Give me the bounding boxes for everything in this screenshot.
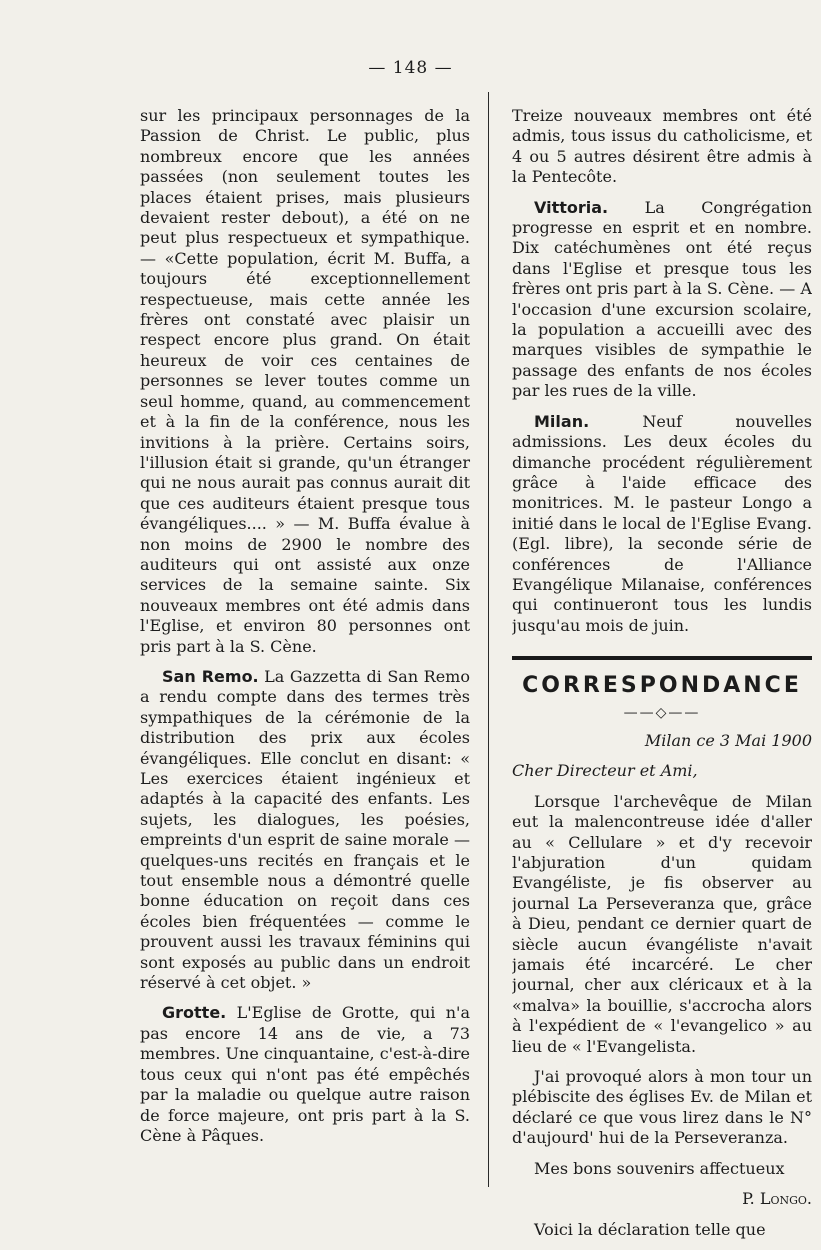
page-number: — 148 — — [368, 58, 453, 78]
san-remo-heading: San Remo. — [162, 666, 259, 686]
correspondance-heading: CORRESPONDANCE — [522, 673, 802, 699]
milan-text: Neuf nouvelles admissions. Les deux écoles du dimanche procédent régulièrement grâce à l'aide efficace des monitrices. M. le pasteur Longo a initié dans le local de l'Eglise Evang. (Egl. libre), la seconde série de conférences de l'Alliance Evangélique Milanaise, conférences qui continueront tous les lundis jusqu'au mois de juin. — [512, 411, 812, 635]
ornament-divider: ——◇—— — [623, 704, 701, 721]
passion-report-paragraph: sur les principaux personnages de la Passion de Christ. Le public, plus nombreux encore que les années passées (non seulement toutes les places étaient prises, mais plusieurs devaient rester debout), a été on ne peut plus respectueux et sympathique. — «Cette population, écrit M. Buffa, a toujours été exceptionnellement respectueuse, mais cette année les frères ont constaté avec plaisir un respect encore plus grand. On était heureux de voir ces centaines de personnes se lever toutes comme un seul homme, quand, au commencement et à la fin de la conférence, nous les invitions à la prière. Certains soirs, l'illusion était si grande, qu'un étranger qui ne nous aurait pas connus aurait dit que ces auditeurs étaient presque tous évangéliques.... » — M. Buffa évalue à non moins de 2900 le nombre des auditeurs qui ont assisté aux onze services de la semaine sainte. Six nouveaux membres ont été admis dans l'Eglise, et environ 80 personnes ont pris part à la S. Cène. — [140, 106, 470, 656]
left-column — [140, 106, 470, 1156]
letter-paragraph-1: Lorsque l'archevêque de Milan eut la malencontreuse idée d'aller au « Cellulare » et d'y recevoir l'abjuration d'un quidam Evangéliste, je fis observer au journal La Perseveranza que, grâce à Dieu, pendant ce dernier quart de siècle aucun évangéliste n'avait jamais été incarcéré. Le cher journal, cher aux cléricaux et à la «malva» la bouillie, s'accrocha alors à l'expédient de « l'evangelico » au lieu de « l'Evangelista. — [512, 791, 812, 1056]
letter-dateline: Milan ce 3 Mai 1900 — [644, 730, 812, 750]
letter-paragraph-2: J'ai provoqué alors à mon tour un plébiscite des églises Ev. de Milan et déclaré ce que vous lirez dans le N° d'aujourd' hui de la Perseveranza. — [512, 1067, 812, 1148]
section-rule — [512, 656, 812, 660]
column-divider — [488, 92, 489, 1187]
new-members-paragraph: Treize nouveaux membres ont été admis, tous issus du catholicisme, et 4 ou 5 autres désirent être admis à la Pentecôte. — [512, 106, 812, 187]
letter-closing: Mes bons souvenirs affectueux — [534, 1158, 785, 1178]
san-remo-paragraph — [140, 667, 470, 994]
milan-paragraph — [512, 412, 812, 636]
letter-salutation: Cher Directeur et Ami, — [512, 761, 698, 781]
vittoria-heading: Vittoria. — [534, 197, 609, 217]
grotte-paragraph — [140, 1003, 470, 1146]
san-remo-text: La Gazzetta di San Remo a rendu compte dans des termes très sympathiques de la cérémonie de la distribution des prix aux écoles évangéliques. Elle conclut en disant: « Les exercices étaient ingénieux et adaptés à la capacité des enfants. Les sujets, les dialogues, les poésies, empreints d'un esprit de saine morale — quelques-uns recités en français et le tout ensemble nous a démontré quelle bonne éducation on reçoit dans ces écoles bien fréquentées — comme le prouvent aussi les travaux féminins qui sont exposés au public dans un endroit réservé à cet objet. » — [140, 666, 470, 993]
vittoria-text: La Congrégation progresse en esprit et en nombre. Dix catéchumènes ont été reçus dans l'Eglise et presque tous les frères ont pris part à la S. Cène. — A l'occasion d'une excursion scolaire, la population a accueilli avec des marques visibles de sympathie le passage des enfants de nos écoles par les rues de la ville. — [512, 197, 812, 401]
right-column — [512, 106, 812, 1250]
grotte-heading: Grotte. — [162, 1003, 227, 1023]
milan-heading: Milan. — [534, 411, 590, 431]
letter-signature: P. Longo. — [742, 1189, 812, 1209]
declaration-intro: Voici la déclaration telle que — [534, 1219, 766, 1239]
grotte-text: L'Eglise de Grotte, qui n'a pas encore 14 ans de vie, a 73 membres. Une cinquantaine, c'est-à-dire tous ceux qui n'ont pas été empêchés par la maladie ou quelque autre raison de force majeure, ont pris part à la S. Cène à Pâques. — [140, 1003, 470, 1145]
vittoria-paragraph — [512, 198, 812, 402]
